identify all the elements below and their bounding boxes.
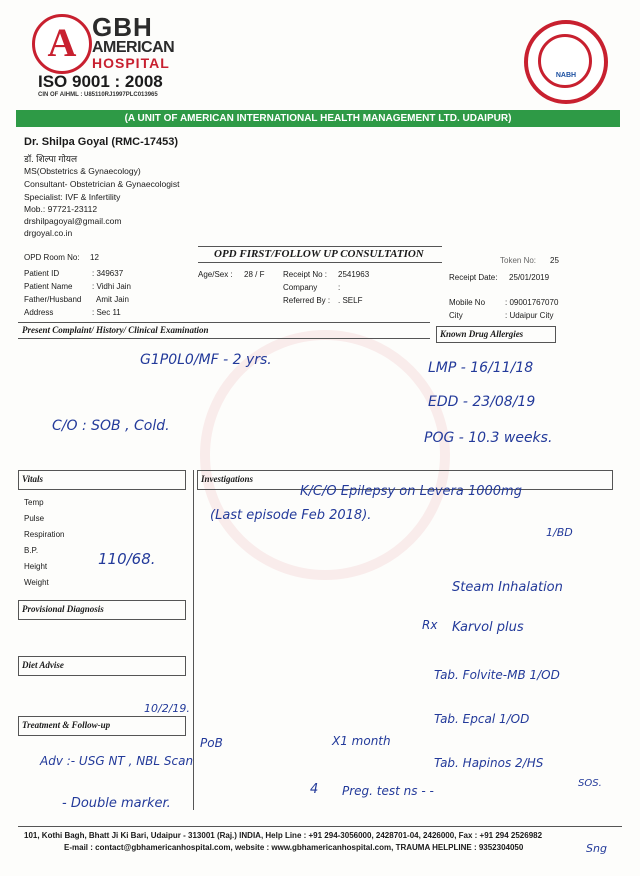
hw-obstetric: G1P0L0/MF - 2 yrs. <box>140 352 272 368</box>
company-value: : <box>338 283 341 292</box>
footer-contact: E-mail : contact@gbhamericanhospital.com, website : www.gbhamericanhospital.com, TRAUMA HELPLINE : 9352304050 <box>64 843 524 852</box>
receipt-label: Receipt No : <box>283 270 328 279</box>
vital-bp: B.P. <box>24 546 39 555</box>
hw-rx: Rx <box>422 618 438 632</box>
hw-edd: EDD - 23/08/19 <box>428 394 536 410</box>
iso-cert: ISO 9001 : 2008 <box>38 72 163 91</box>
diet-heading: Diet Advise <box>22 660 64 670</box>
hw-advice: Adv :- USG NT , NBL Scan <box>40 754 194 768</box>
hw-bd: 1/BD <box>546 526 573 539</box>
hw-sos: SOS. <box>578 778 602 789</box>
father-label: Father/Husband <box>24 295 82 304</box>
referred-value: . SELF <box>338 296 363 305</box>
hospital-logo-icon <box>32 14 92 74</box>
logo-letter: A <box>47 20 77 65</box>
hw-tab1: Tab. Folvite-MB 1/OD <box>434 668 560 682</box>
complaint-rule-bottom <box>18 338 430 339</box>
patient-id-label: Patient ID <box>24 269 60 278</box>
receipt-date-label: Receipt Date: <box>449 273 498 282</box>
hw-xmonth: X1 month <box>332 734 391 748</box>
provisional-heading: Provisional Diagnosis <box>22 604 104 614</box>
hw-double-marker: - Double marker. <box>62 796 171 811</box>
hw-steam: Steam Inhalation <box>452 580 563 595</box>
vital-pulse: Pulse <box>24 514 45 523</box>
opd-room-value: 12 <box>90 253 99 262</box>
complaint-rule <box>18 322 430 323</box>
form-title: OPD FIRST/FOLLOW UP CONSULTATION <box>214 248 424 260</box>
title-rule-bottom <box>198 262 442 263</box>
hw-history1: K/C/O Epilepsy on Levera 1000mg <box>300 484 522 499</box>
doctor-signature: Sng <box>586 842 607 855</box>
address-label: Address <box>24 308 54 317</box>
hw-poa: PoB <box>200 736 223 750</box>
patient-id-value: : 349637 <box>92 269 124 278</box>
footer-rule <box>18 826 622 827</box>
vital-weight: Weight <box>24 578 49 587</box>
unit-band: (A UNIT OF AMERICAN INTERNATIONAL HEALTH MANAGEMENT LTD. UDAIPUR) <box>16 110 620 127</box>
doctor-name: Dr. Shilpa Goyal (RMC-17453) <box>24 136 179 148</box>
cin-number: CIN OF AIHML : U85110RJ1997PLC013965 <box>38 92 158 98</box>
city-label: City <box>449 311 463 320</box>
receipt-date-value: 25/01/2019 <box>509 273 550 282</box>
patient-name-value: : Vidhi Jain <box>92 282 131 291</box>
doctor-role: Consultant- Obstetrician & Gynaecologist <box>24 179 180 189</box>
opd-room-label: OPD Room No: <box>24 253 80 262</box>
nabh-label: NABH <box>555 72 577 79</box>
doctor-degree: MS(Obstetrics & Gynaecology) <box>24 166 141 176</box>
left-column-rule <box>193 470 194 810</box>
vitals-heading: Vitals <box>22 474 44 484</box>
hw-bp-value: 110/68. <box>98 550 156 568</box>
patient-name-label: Patient Name <box>24 282 73 291</box>
vitals-box <box>18 470 186 490</box>
doctor-specialty: Specialist: IVF & Infertility <box>24 192 121 202</box>
mobile-label: Mobile No <box>449 298 486 307</box>
doctor-website: drgoyal.co.in <box>24 228 73 238</box>
hw-lmp: LMP - 16/11/18 <box>428 360 534 376</box>
hospital-brand <box>92 14 174 70</box>
receipt-value: 2541963 <box>338 270 370 279</box>
hw-history2: (Last episode Feb 2018). <box>210 508 372 523</box>
investigations-heading: Investigations <box>201 474 254 484</box>
token-label: Token No: <box>500 256 537 265</box>
nabh-inner-ring <box>538 34 592 88</box>
hw-complaint: C/O : SOB , Cold. <box>52 418 170 434</box>
vital-resp: Respiration <box>24 530 65 539</box>
hw-tab3: Tab. Hapinos 2/HS <box>434 756 544 770</box>
company-label: Company <box>283 283 318 292</box>
allergies-heading: Known Drug Allergies <box>440 329 524 339</box>
address-value: : Sec 11 <box>92 308 121 317</box>
hw-preg-test: Preg. test ns - - <box>342 784 434 798</box>
vital-temp: Temp <box>24 498 44 507</box>
brand-top: GBH <box>92 12 153 42</box>
city-value: : Udaipur City <box>505 311 554 320</box>
brand-mid: AMERICAN <box>92 39 175 56</box>
title-rule-top <box>198 246 442 247</box>
brand-bot: HOSPITAL <box>92 55 170 71</box>
nabh-seal-icon <box>524 20 608 104</box>
vital-height: Height <box>24 562 48 571</box>
mobile-value: : 09001767070 <box>505 298 559 307</box>
agesex-value: 28 / F <box>244 270 265 279</box>
hw-tab2: Tab. Epcal 1/OD <box>434 712 530 726</box>
hw-pog: POG - 10.3 weeks. <box>424 430 553 446</box>
doctor-email: drshilpagoyal@gmail.com <box>24 216 122 226</box>
referred-label: Referred By : <box>283 296 331 305</box>
hw-date: 10/2/19. <box>144 702 190 715</box>
doctor-mobile: Mob.: 97721-23112 <box>24 204 98 214</box>
hw-item4: 4 <box>310 782 319 797</box>
agesex-label: Age/Sex : <box>198 270 233 279</box>
complaint-heading: Present Complaint/ History/ Clinical Examination <box>22 325 209 335</box>
doctor-name-hindi: डॉ. शिल्पा गोयल <box>24 154 78 164</box>
token-value: 25 <box>550 256 559 265</box>
treatment-heading: Treatment & Follow-up <box>22 720 111 730</box>
hw-karvol: Karvol plus <box>452 620 524 635</box>
footer-address: 101, Kothi Bagh, Bhatt Ji Ki Bari, Udaipur - 313001 (Raj.) INDIA, Help Line : +91 294-3056000, 2428701-04, 2426000, Fax : +91 294 2526982 <box>24 831 543 840</box>
father-value: Amit Jain <box>96 295 129 304</box>
